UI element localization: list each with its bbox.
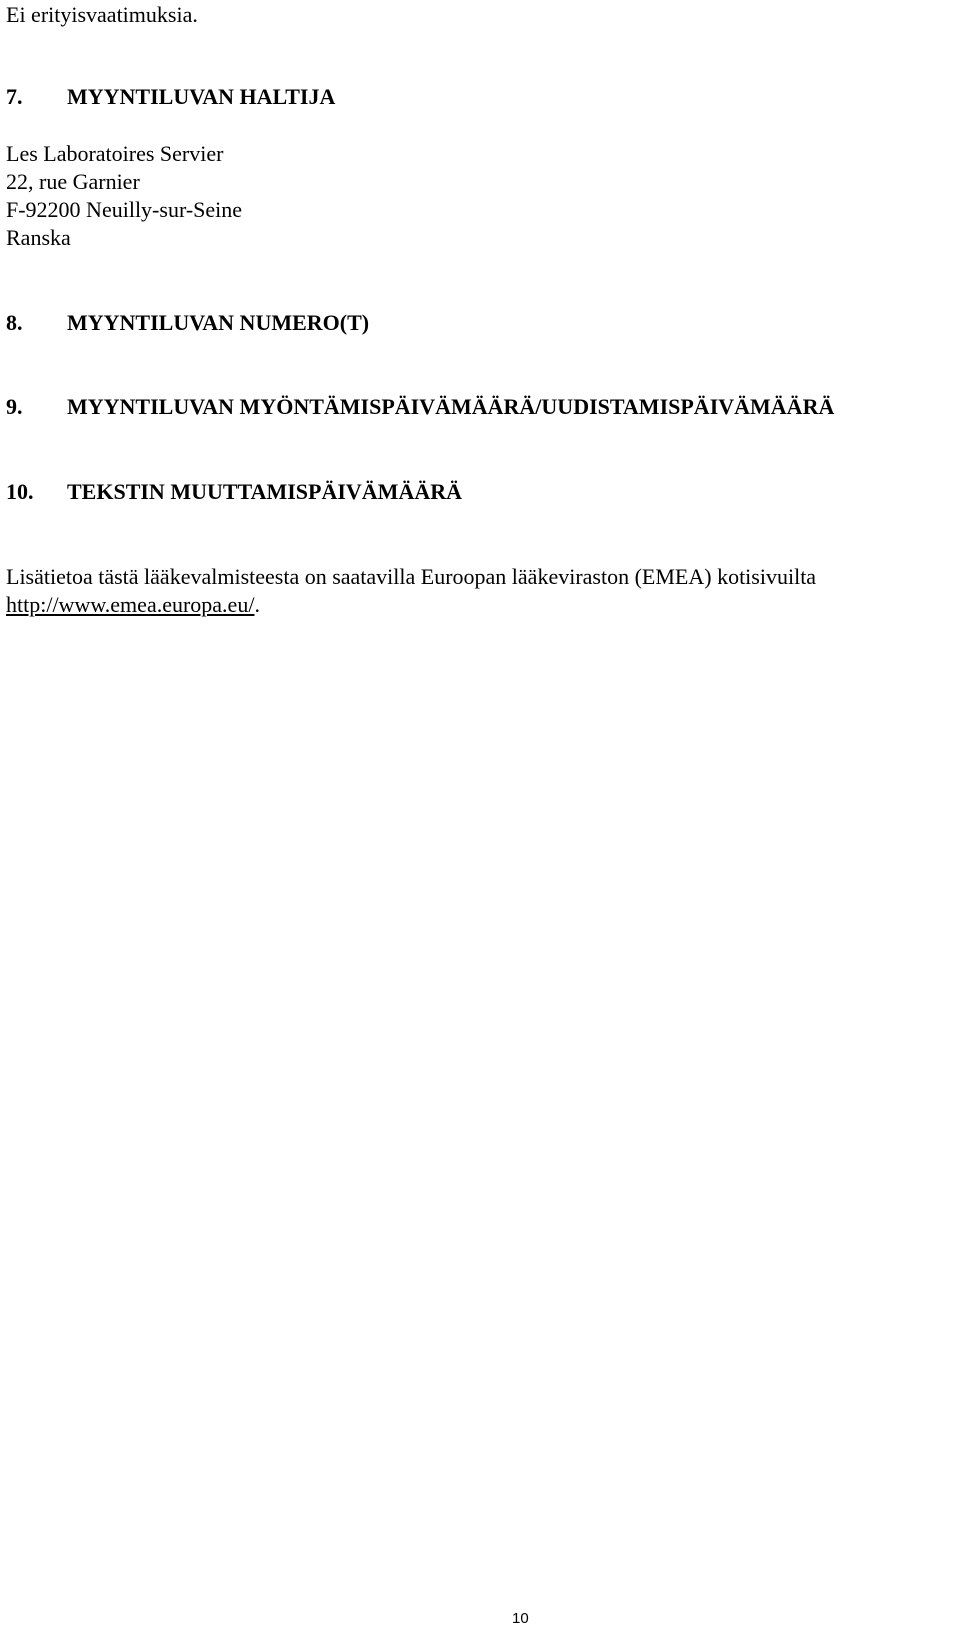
section-heading-9 xyxy=(6,394,834,420)
section-title: MYYNTILUVAN NUMERO(T) xyxy=(67,310,370,335)
section-heading-10 xyxy=(6,479,462,505)
section-title: MYYNTILUVAN MYÖNTÄMISPÄIVÄMÄÄRÄ/UUDISTAMISPÄIVÄMÄÄRÄ xyxy=(67,394,835,419)
info-link-line xyxy=(6,592,260,618)
section-number: 10. xyxy=(6,479,34,504)
page-number: 10 xyxy=(512,1610,529,1627)
section-number: 8. xyxy=(6,310,23,335)
intro-text: Ei erityisvaatimuksia. xyxy=(6,2,198,27)
holder-name: Les Laboratoires Servier xyxy=(6,141,224,166)
section-title: MYYNTILUVAN HALTIJA xyxy=(67,84,336,109)
section-heading-7 xyxy=(6,84,335,110)
holder-city: F-92200 Neuilly-sur-Seine xyxy=(6,197,243,222)
holder-street: 22, rue Garnier xyxy=(6,169,140,194)
section-number: 7. xyxy=(6,84,23,109)
section-number: 9. xyxy=(6,394,23,419)
section-heading-8 xyxy=(6,310,369,336)
holder-country: Ranska xyxy=(6,225,71,250)
section-title: TEKSTIN MUUTTAMISPÄIVÄMÄÄRÄ xyxy=(67,479,463,504)
emea-website-link[interactable]: http://www.emea.europa.eu/ xyxy=(6,592,255,617)
info-text: Lisätietoa tästä lääkevalmisteesta on saatavilla Euroopan lääkeviraston (EMEA) kotisivuilta xyxy=(6,564,817,589)
info-link-trailing: . xyxy=(254,592,260,617)
